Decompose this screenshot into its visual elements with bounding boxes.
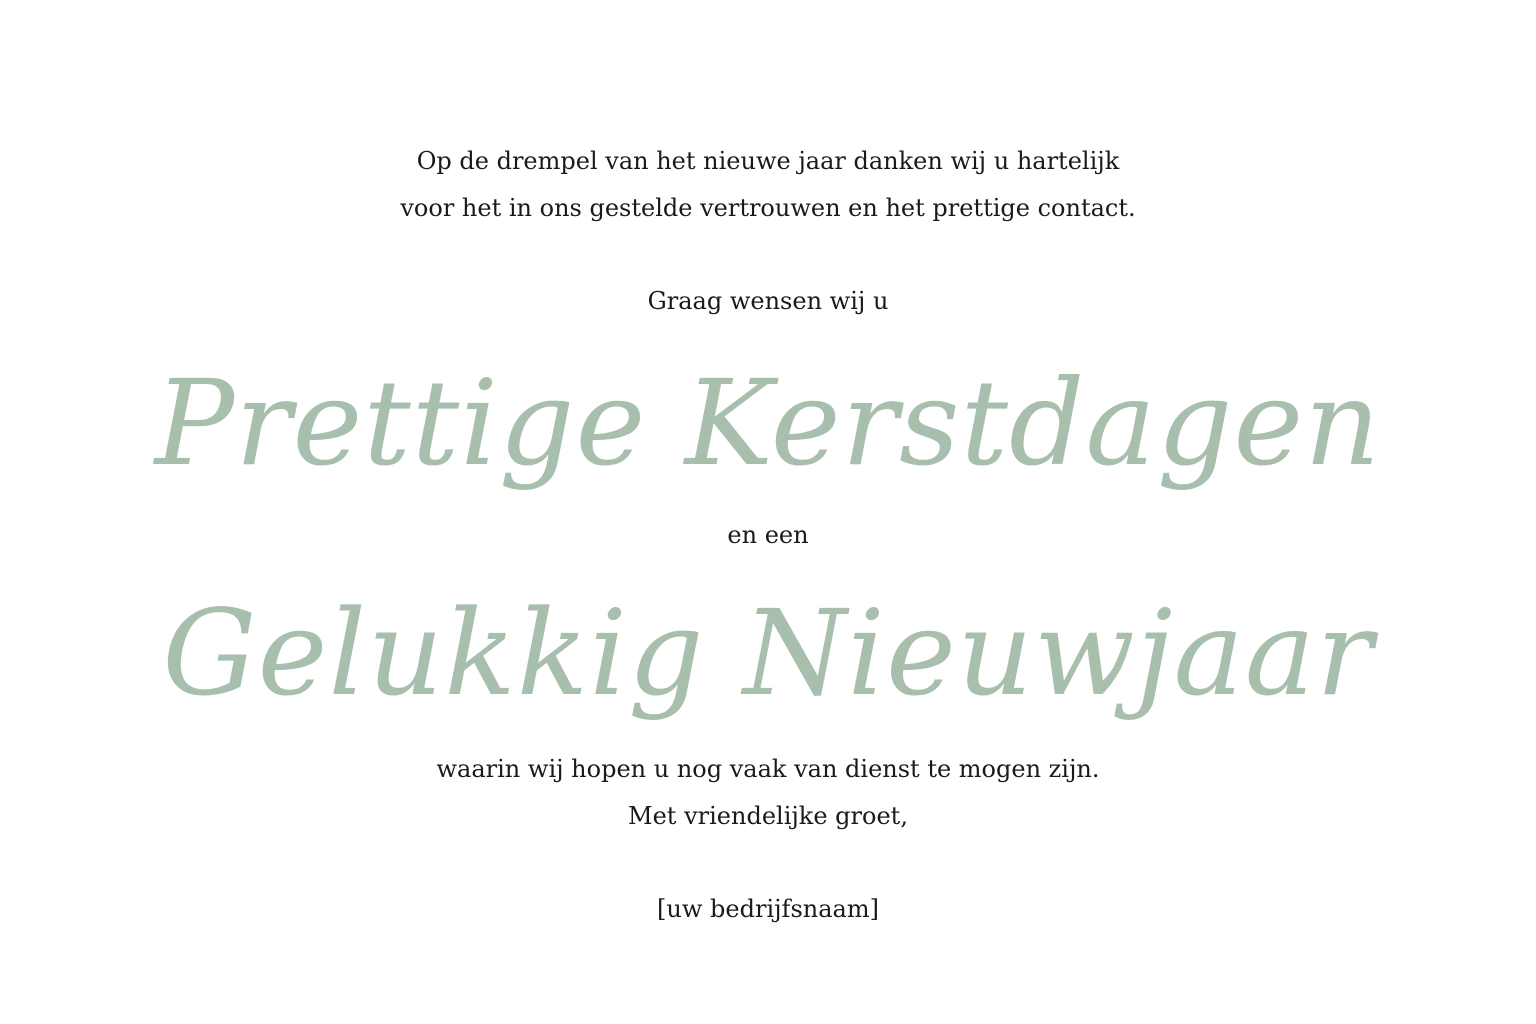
intro-line-1: Op de drempel van het nieuwe jaar danken wij u hartelijk [416, 147, 1120, 175]
company-name-placeholder: [uw bedrijfsnaam] [657, 895, 879, 923]
christmas-greeting: Prettige Kerstdagen [154, 354, 1382, 492]
wish-intro: Graag wensen wij u [647, 287, 889, 315]
closing-line: waarin wij hopen u nog vaak van dienst te mogen zijn. [436, 755, 1100, 783]
intro-line-2: voor het in ons gestelde vertrouwen en het prettige contact. [400, 194, 1136, 222]
connector-text: en een [727, 521, 809, 549]
new-year-greeting: Gelukkig Nieuwjaar [162, 584, 1374, 722]
sign-off: Met vriendelijke groet, [628, 802, 908, 830]
